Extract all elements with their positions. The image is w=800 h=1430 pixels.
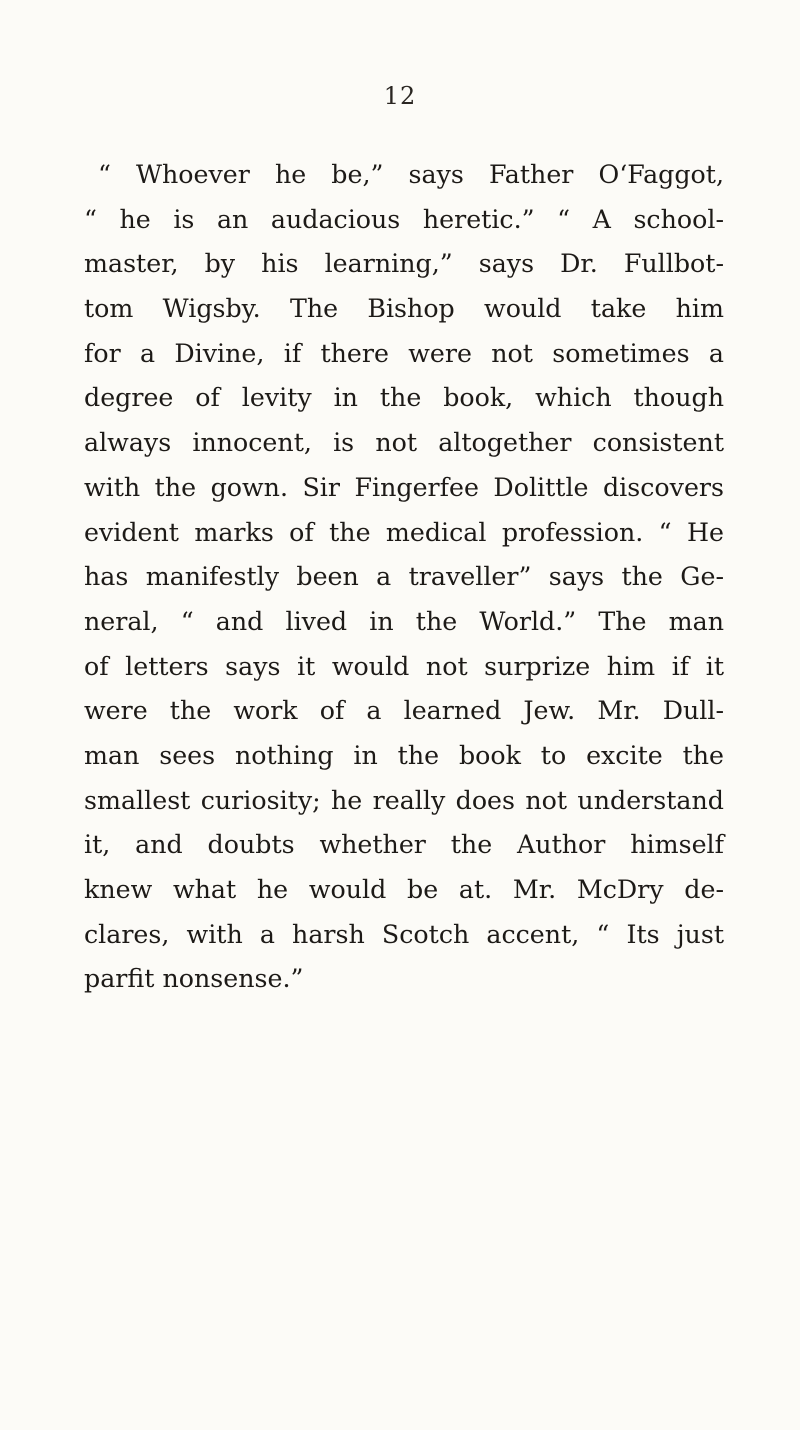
body-text xyxy=(84,153,724,1002)
text-line: it, and doubts whether the Author himself xyxy=(84,830,724,860)
text-line: with the gown. Sir Fingerfee Dolittle discovers xyxy=(84,472,724,502)
text-line: were the work of a learned Jew. Mr. Dull- xyxy=(84,696,724,726)
text-line: for a Divine, if there were not sometimes a xyxy=(84,338,724,368)
text-line: knew what he would be at. Mr. McDry de- xyxy=(84,875,724,904)
text-line: “ Whoever he be,” says Father O‘Faggot, xyxy=(98,160,724,189)
text-line: always innocent, is not altogether consistent xyxy=(84,428,724,458)
text-line: degree of levity in the book, which though xyxy=(84,383,724,413)
text-line: clares, with a harsh Scotch accent, “ Its just xyxy=(84,919,724,949)
text-line: master, by his learning,” says Dr. Fullbot- xyxy=(84,249,724,279)
page-number: 12 xyxy=(383,82,417,110)
text-line: “ he is an audacious heretic.” “ A school- xyxy=(84,204,724,234)
text-line: smallest curiosity; he really does not understand xyxy=(84,785,724,815)
text-line: neral, “ and lived in the World.” The man xyxy=(84,606,724,636)
text-line: tom Wigsby. The Bishop would take him xyxy=(84,294,724,324)
text-line: has manifestly been a traveller” says the Ge- xyxy=(84,562,724,592)
text-line: evident marks of the medical profession. “ He xyxy=(84,517,724,547)
text-line: parfit nonsense.” xyxy=(84,964,304,994)
text-line: of letters says it would not surprize him if it xyxy=(84,651,724,681)
text-line: man sees nothing in the book to excite the xyxy=(84,740,724,770)
